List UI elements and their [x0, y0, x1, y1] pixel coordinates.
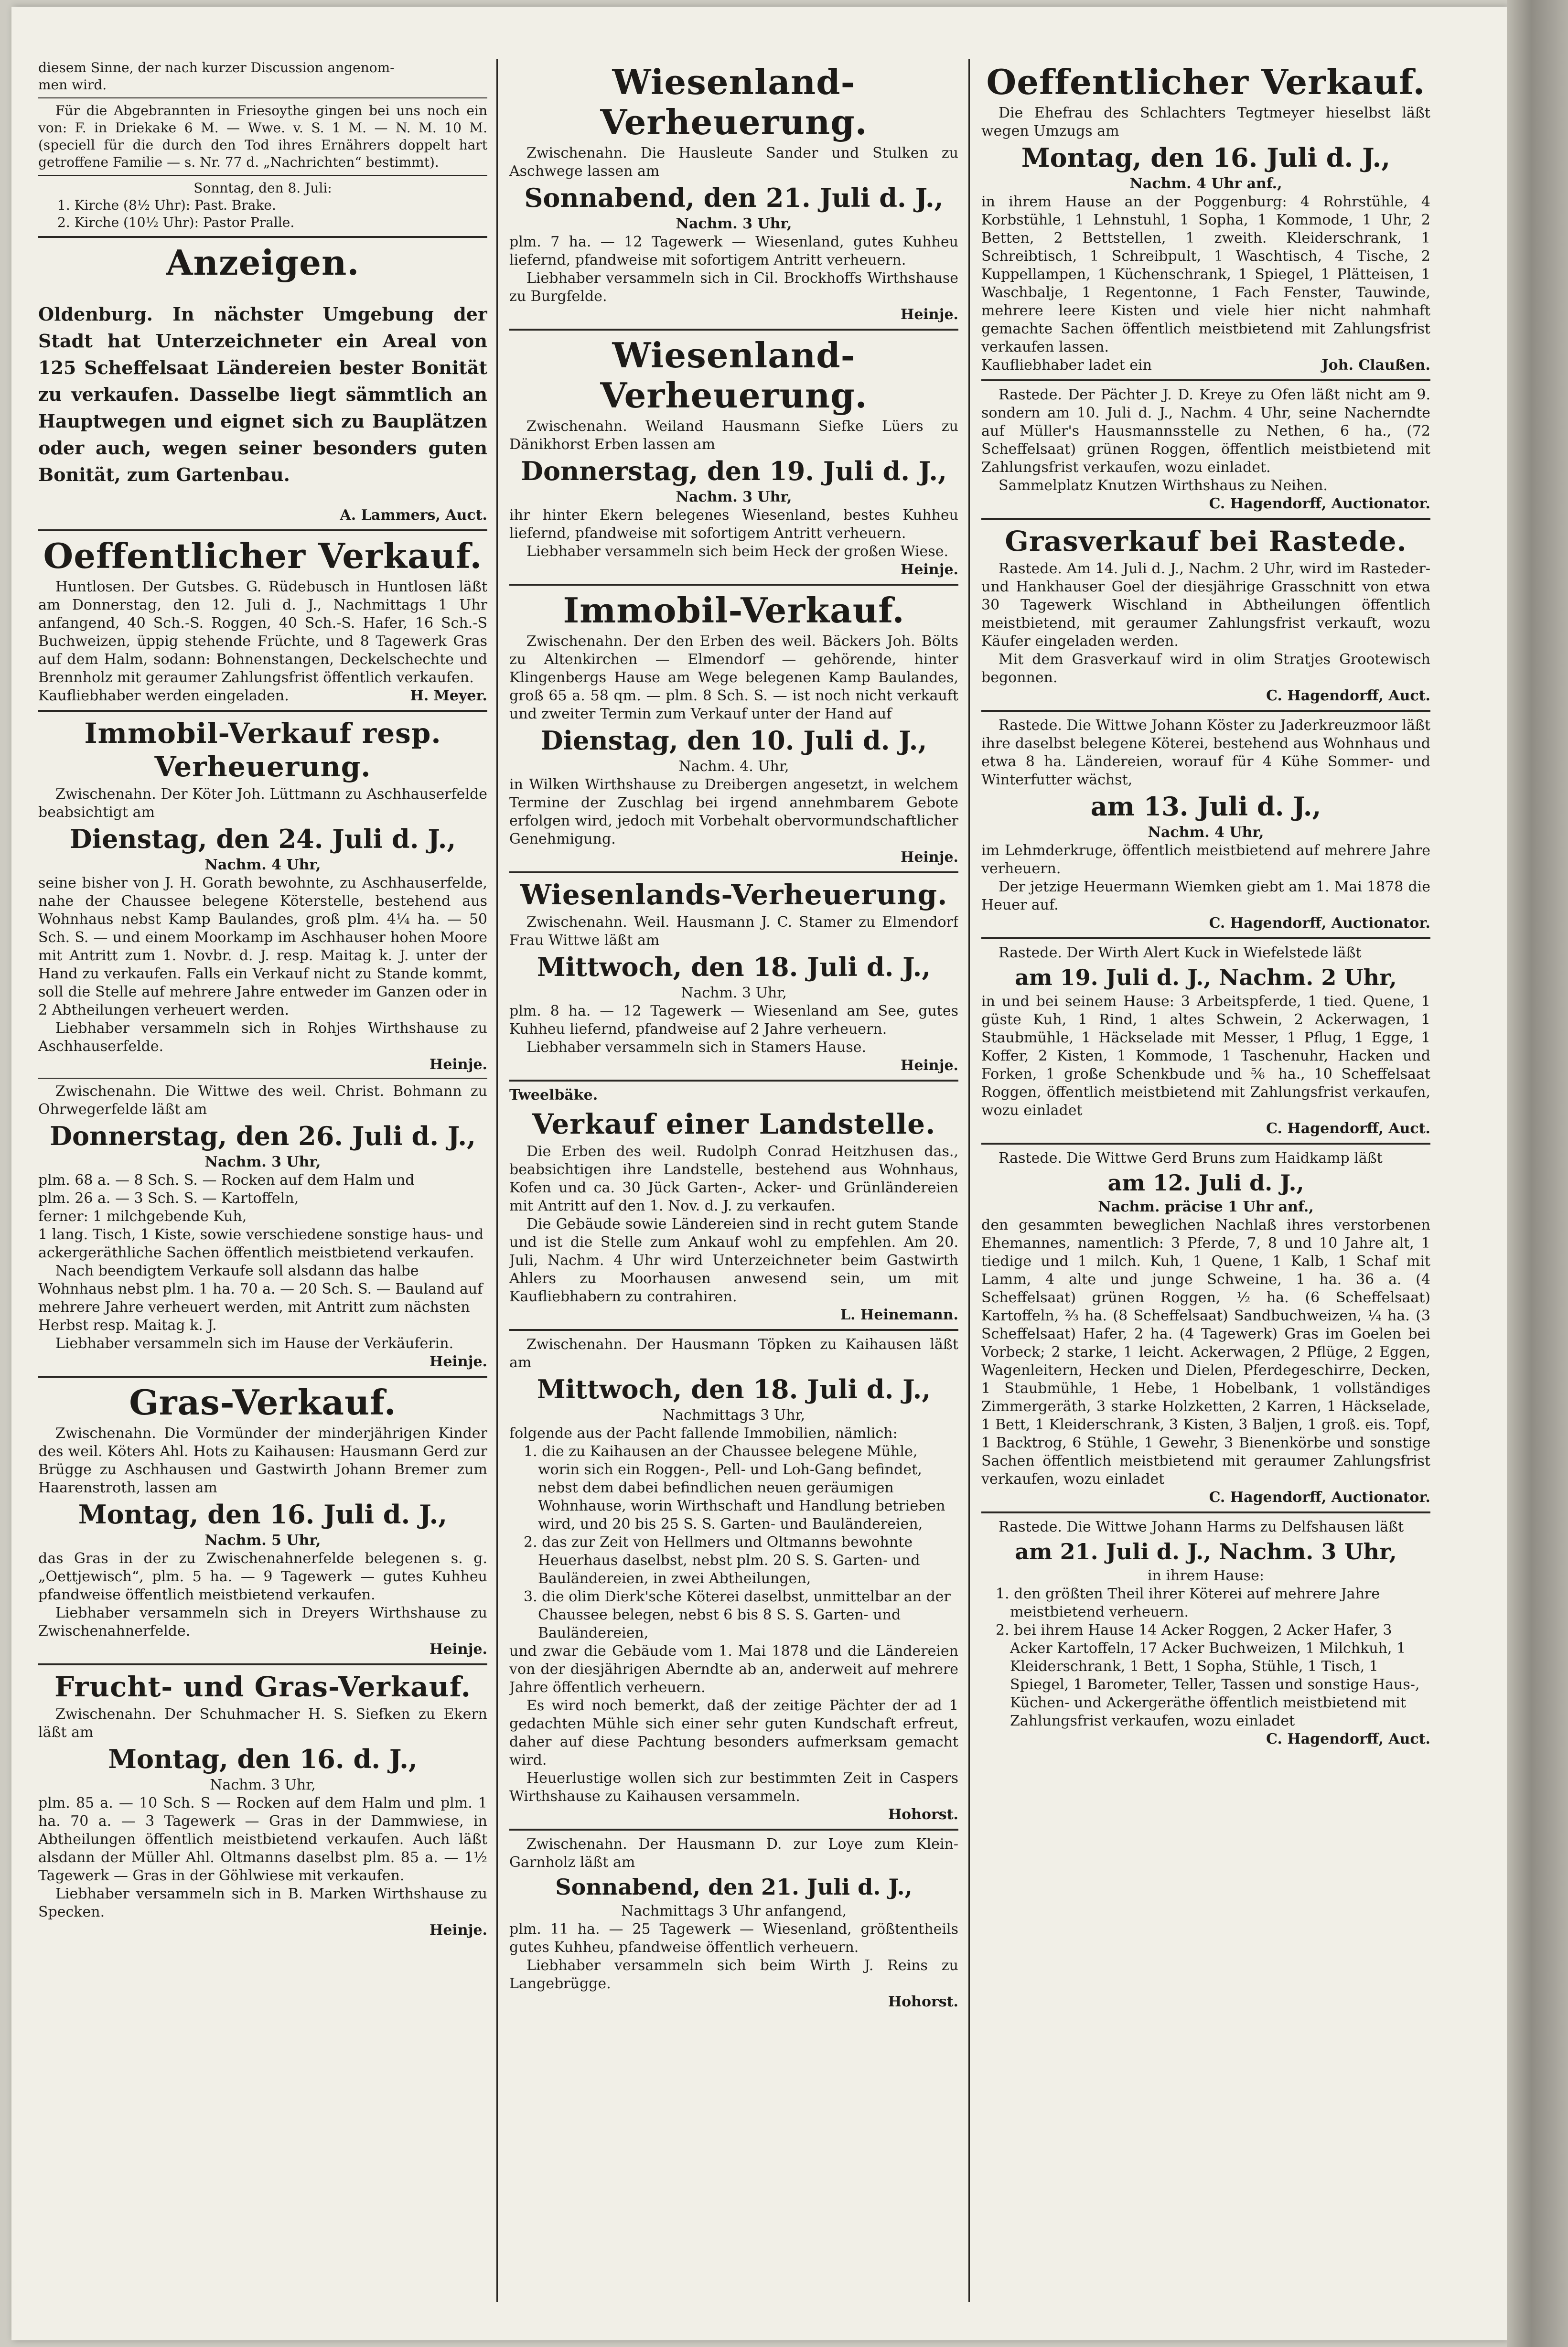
ad-date: Montag, den 16. Juli d. J., [78, 1499, 448, 1530]
ad-text: Zwischenahn. Der Schuhmacher H. S. Siefken zu Ekern läßt am [38, 1706, 487, 1741]
list-item: 1. die zu Kaihausen an der Chaussee belegene Mühle, worin sich ein Roggen-, Pell- und Loh-Gang befindet, nebst dem dabei befindlichen neuen geräumigen Wohnhause, worin Wirthschaft und Handlung betrieben wird, und 20 bis 25 S. S. Garten- und Bauländereien, [524, 1443, 945, 1533]
ad-text: Zwischenahn. Weiland Hausmann Siefke Lüers zu Dänikhorst Erben lassen am [509, 418, 958, 453]
lead-ad-signature: A. Lammers, Auct. [340, 507, 487, 524]
ad-footer: Kaufliebhaber ladet ein Joh. Claußen. [981, 357, 1430, 374]
divider [38, 1376, 487, 1378]
ad-footer: Liebhaber versammeln sich in Dreyers Wirthshause zu Zwischenahnerfelde. [38, 1605, 487, 1640]
ad-date: am 13. Juli d. J., [1090, 791, 1321, 822]
ad-date: Montag, den 16. Juli d. J., [1021, 142, 1391, 173]
ad-title: Gras-Verkauf. [129, 1382, 397, 1423]
ad-text: Zwischenahn. Die Hausleute Sander und Stulken zu Aschwege lassen am [509, 145, 958, 180]
ad-text: Rastede. Die Wittwe Johann Harms zu Delfshausen läßt [999, 1519, 1404, 1535]
ad-title: Immobil-Verkauf. [563, 590, 905, 631]
ad-text: Huntlosen. Der Gutsbes. G. Rüdebusch in Huntlosen läßt am Donnerstag, den 12. Juli d. J., Nachmittags 1 Uhr anfangend, 40 Sch.-S. Roggen, 40 Sch.-S. Hafer, 16 Sch.-S Buchweizen, üppig stehende Früchte, und 8 Tagewerk Gras auf dem Halm, sodann: Bohnenstangen, Deckelschechte und Brennholz mit geraumer Zahlungsfrist öffentlich verkaufen. [38, 579, 487, 686]
ad-text: Es wird noch bemerkt, daß der zeitige Pächter der ad 1 gedachten Mühle sich einer sehr guten Kundschaft erfreut, daher auf diese Pachtung besonders aufmerksam gemacht wird. [509, 1697, 958, 1768]
ad-time: Nachm. 3 Uhr, [676, 215, 792, 232]
list-item: 1. den größten Theil ihrer Köterei auf mehrere Jahre meistbietend verheuern. [996, 1586, 1380, 1620]
ad-text: in ihrem Hause: [1147, 1567, 1265, 1584]
ad-time: Nachm. 3 Uhr, [676, 489, 792, 505]
ad-text: Die Ehefrau des Schlachters Tegtmeyer hieselbst läßt wegen Umzugs am [981, 105, 1430, 139]
ad-date: Sonnabend, den 21. Juli d. J., [555, 1874, 913, 1900]
ad-footer: Mit dem Grasverkauf wird in olim Stratjes Grootewisch begonnen. [981, 651, 1430, 686]
ad-text: Zwischenahn. Der Hausmann Töpken zu Kaihausen läßt am [509, 1336, 958, 1371]
ad-date: Donnerstag, den 19. Juli d. J., [521, 456, 947, 486]
ad-text: Rastede. Der Pächter J. D. Kreye zu Ofen läßt nicht am 9. sondern am 10. Juli d. J., Nachm. 4 Uhr, seine Nacherndte auf Müller's Hausmannsstelle zu Nethen, 6 ha., (72 Scheffelsaat) grünen Roggen, öffentlich meistbietend mit Zahlungsfrist verkaufen, wozu einladet. [981, 386, 1430, 476]
divider [981, 710, 1430, 712]
ad-text: den gesammten beweglichen Nachlaß ihres verstorbenen Ehemannes, namentlich: 3 Pferde, 7, 8 und 10 Jahre alt, 1 tiedige und 1 milch. Kuh, 1 Quene, 1 Kalb, 1 Schaf mit Lamm, 4 alte und junge Schweine, 1 ha. 36 a. (4 Scheffelsaat) grünen Roggen, ½ ha. (6 Scheffelsaat) Kartoffeln, ⅔ ha. (8 Scheffelsaat) Sandbuchweizen, ¼ ha. (3 Scheffelsaat) Hafer, 2 ha. (4 Tagewerk) Gras im Goelen bei Vorbeck; 2 starke, 1 leicht. Ackerwagen, 2 Pflüge, 2 Eggen, Wagenleitern, Hecken und Dielen, Pferdegeschirre, Decken, 1 Staubmühle, 1 Hebe, 1 Hobelbank, 1 vollständiges Zimmergeräth, 3 starke Holzketten, 2 Karren, 1 Häckselade, 1 Bett, 1 Kleiderschrank, 3 Kisten, 3 Baljen, 1 groß. eis. Topf, 1 Backtrog, 6 Stühle, 1 Gewehr, 3 Bienenkörbe und sonstige Sachen öffentlich meistbietend mit geraumer Zahlungsfrist verkaufen, wozu einladet [981, 1217, 1430, 1488]
ad-text: folgende aus der Pacht fallende Immobilien, nämlich: [509, 1425, 898, 1442]
ad-time: Nachm. 4 Uhr, [204, 857, 321, 873]
ad-date: Sonnabend, den 21. Juli d. J., [524, 182, 944, 213]
ad-footer: Liebhaber versammeln sich beim Wirth J. Reins zu Langebrügge. [509, 1957, 958, 1992]
ad-title: Grasverkauf bei Rastede. [1005, 525, 1407, 557]
ad-list [524, 1443, 958, 1642]
column-rule [968, 59, 970, 2302]
ad-title: Frucht- und Gras-Verkauf. [54, 1671, 471, 1703]
ad-text: Zwischenahn. Der Hausmann D. zur Loye zum Klein-Garnholz läßt am [509, 1836, 958, 1871]
column-3 [981, 59, 1430, 2302]
divider [509, 1329, 958, 1331]
ad-signature: Hohorst. [888, 1993, 958, 2010]
ad-text: in ihrem Hause an der Poggenburg: 4 Rohrstühle, 4 Korbstühle, 1 Lehnstuhl, 1 Sopha, 1 Kommode, 1 Uhr, 2 Betten, 2 Bettstellen, 1 zweith. Kleiderschrank, 1 Schreibtisch, 1 Schreibpult, 1 Waschtisch, 4 Tische, 2 Kuppellampen, 1 Küchenschrank, 1 Spiegel, 1 Plätteisen, 1 Waschbalje, 1 Regentonne, 1 Fach Fenster, Tauwinde, mehrere leere Kisten und viele hier nicht nahmhaft gemachte Sachen öffentlich meistbietend mit Zahlungsfrist verkaufen lassen. [981, 193, 1430, 355]
ad-text: plm. 85 a. — 10 Sch. S — Rocken auf dem Halm und plm. 1 ha. 70 a. — 3 Tagewerk — Gras in der Dammwiese, in Abtheilungen öffentlich meistbietend verkaufen. Auch läßt alsdann der Müller Ahl. Oltmanns daselbst plm. 85 a. — 1½ Tagewerk — Gras in der Göhlwiese mit verkaufen. [38, 1795, 487, 1884]
ad-text: Rastede. Die Wittwe Johann Köster zu Jaderkreuzmoor läßt ihre daselbst belegene Köterei, bestehend aus Wohnhaus und etwa 8 ha. Ländereien, worauf für 4 Kühe Sommer- und Winterfutter wächst, [981, 717, 1430, 788]
ad-text: Rastede. Am 14. Juli d. J., Nachm. 2 Uhr, wird im Rasteder- und Hankhauser Goel der diesjährige Grasschnitt von etwa 30 Tagewerk Wischland in Abtheilungen öffentlich meistbietend, mit geraumer Zahlungsfrist verkauft, wozu Käufer eingeladen werden. [981, 560, 1430, 650]
ad-text: Rastede. Der Wirth Alert Kuck in Wiefelstede läßt [999, 944, 1362, 961]
church-schedule: Sonntag, den 8. Juli: 1. Kirche (8½ Uhr): Past. Brake. 2. Kirche (10½ Uhr): Pastor Pralle. [57, 180, 332, 230]
ad-signature: Heinje. [900, 561, 958, 578]
ad-signature: L. Heinemann. [840, 1307, 958, 1323]
ad-title: Wiesenland-Verheuerung. [600, 62, 868, 142]
ad-signature: Heinje. [429, 1922, 487, 1939]
ad-time: Nachm. 5 Uhr, [204, 1532, 321, 1549]
ad-text: Zwischenahn. Der den Erben des weil. Bäckers Joh. Bölts zu Altenkirchen — Elmendorf — gehörende, hinter Klingenbergs Hause am Wege belegenen Kamp Baulandes, groß 65 a. 58 qm. — plm. 8 Sch. S. — ist noch nicht verkauft und zweiter Termin zum Verkauf unter der Hand auf [509, 633, 958, 722]
ad-text: Zwischenahn. Weil. Hausmann J. C. Stamer zu Elmendorf Frau Wittwe läßt am [509, 914, 958, 949]
ad-title: Oeffentlicher Verkauf. [43, 536, 483, 576]
divider [509, 871, 958, 873]
ad-place: Tweelbäke. [509, 1087, 598, 1104]
ad-date: am 21. Juli d. J., Nachm. 3 Uhr, [1015, 1539, 1397, 1565]
list-item: 2. bei ihrem Hause 14 Acker Roggen, 2 Acker Hafer, 3 Acker Kartoffeln, 17 Acker Buchweizen, 1 Milchkuh, 1 Kleiderschrank, 1 Bett, 1 Sopha, Stühle, 1 Tisch, 1 Spiegel, 1 Barometer, Teller, Tassen und sonstige Haus-, Küchen- und Ackergeräthe öffentlich meistbietend mit Zahlungsfrist verkaufen, wozu einladet [996, 1622, 1420, 1729]
ad-text: in Wilken Wirthshause zu Dreibergen angesetzt, in welchem Termine der Zuschlag bei irgend annehmbarem Gebote erfolgen wird, jedoch mit Vorbehalt obervormundschaftlicher Genehmigung. [509, 776, 958, 847]
divider [509, 329, 958, 331]
ad-signature: Hohorst. [888, 1806, 958, 1823]
ad-footer: Liebhaber versammeln sich beim Heck der großen Wiese. [526, 543, 948, 560]
divider [509, 1829, 958, 1831]
ad-time: Nachm. 3 Uhr, [210, 1777, 316, 1793]
ad-date: Dienstag, den 10. Juli d. J., [540, 725, 927, 756]
section-title-anzeigen: Anzeigen. [166, 242, 360, 283]
ad-text: Die Erben des weil. Rudolph Conrad Heitzhusen das., beabsichtigen ihre Landstelle, bestehend aus Wohnhaus, Kofen und ca. 30 Jück Garten-, Acker- und Grünländereien mit Antritt auf den 1. Nov. d. J. zu verkaufen. [509, 1143, 958, 1214]
ad-signature: Heinje. [429, 1353, 487, 1370]
divider [509, 584, 958, 586]
ad-footer: Liebhaber versammeln sich im Hause der Verkäuferin. [55, 1335, 454, 1352]
ad-text: ihr hinter Ekern belegenes Wiesenland, bestes Kuhheu liefernd, pfandweise mit sofortigem Antritt verheuern. [509, 507, 958, 542]
list-item: 3. die olim Dierk'sche Köterei daselbst, unmittelbar an der Chaussee belegen, nebst 6 bis 8 S. S. Garten- und Bauländereien, [524, 1588, 951, 1641]
intro-text: diesem Sinne, der nach kurzer Discussion angenom- men wird. [38, 60, 395, 93]
ad-title: Wiesenlands-Verheuerung. [520, 879, 948, 911]
ad-text: plm. 7 ha. — 12 Tagewerk — Wiesenland, gutes Kuhheu liefernd, pfandweise mit sofortigem Antritt verheuern. [509, 234, 958, 268]
ad-footer: Sammelplatz Knutzen Wirthshaus zu Neihen. [999, 477, 1328, 494]
ad-text: Die Gebäude sowie Ländereien sind in recht gutem Stande und ist die Stelle zum Ankauf wohl zu empfehlen. Am 20. Juli, Nachm. 4 Uhr wird Unterzeichneter beim Gastwirth Ahlers zu Moorhausen anwesend sein, um mit Kaufliebhabern zu contrahiren. [509, 1216, 958, 1305]
ad-footer: Heuerlustige wollen sich zur bestimmten Zeit in Caspers Wirthshause zu Kaihausen versammeln. [509, 1770, 958, 1805]
divider [981, 1143, 1430, 1145]
ad-footer: Liebhaber versammeln sich in Rohjes Wirthshause zu Aschhauserfelde. [38, 1020, 487, 1055]
newspaper-page [11, 7, 1507, 2340]
ad-title: Oeffentlicher Verkauf. [986, 62, 1426, 102]
ad-time: Nachmittags 3 Uhr, [662, 1407, 805, 1424]
ad-date: am 12. Juli d. J., [1107, 1170, 1304, 1196]
ad-time: Nachm. 3 Uhr, [681, 985, 787, 1001]
divider [981, 937, 1430, 939]
ad-date: Mittwoch, den 18. Juli d. J., [537, 1374, 931, 1404]
ad-text: plm. 8 ha. — 12 Tagewerk — Wiesenland am See, gutes Kuhheu liefernd, pfandweise auf 2 Jahre verheuern. [509, 1003, 958, 1038]
ad-time: Nachm. präcise 1 Uhr anf., [1098, 1199, 1314, 1215]
divider [38, 1078, 487, 1079]
ad-text: und zwar die Gebäude vom 1. Mai 1878 und die Ländereien von der diesjährigen Aberndte ab an, anderweit auf mehrere Jahre öffentlich verheuern. [509, 1643, 958, 1696]
ad-signature: Heinje. [900, 306, 958, 323]
ad-footer: Liebhaber versammeln sich in Cil. Brockhoffs Wirthshause zu Burgfelde. [509, 270, 958, 305]
column-2 [509, 59, 958, 2302]
ad-signature: Heinje. [900, 849, 958, 866]
ad-title: Immobil-Verkauf resp. Verheuerung. [84, 717, 441, 783]
ad-date: Mittwoch, den 18. Juli d. J., [537, 952, 931, 982]
ad-text: das Gras in der zu Zwischenahnerfelde belegenen s. g. „Oettjewisch“, plm. 5 ha. — 9 Tagewerk — gutes Kuhheu pfandweise öffentlich meistbietend verkaufen. [38, 1550, 487, 1603]
divider [38, 1663, 487, 1665]
ad-signature: C. Hagendorff, Auct. [1266, 687, 1430, 704]
divider [38, 236, 487, 238]
ad-signature: C. Hagendorff, Auctionator. [1209, 1489, 1430, 1506]
ad-footer: Liebhaber versammeln sich in Stamers Hause. [526, 1039, 867, 1056]
ad-date: Donnerstag, den 26. Juli d. J., [50, 1121, 476, 1151]
divider [38, 710, 487, 712]
ad-text: Der jetzige Heuermann Wiemken giebt am 1. Mai 1878 die Heuer auf. [981, 879, 1430, 913]
ad-signature: Heinje. [900, 1057, 958, 1074]
ad-time: Nachm. 4 Uhr anf., [1129, 175, 1282, 192]
ad-title: Wiesenland-Verheuerung. [600, 335, 868, 416]
ad-signature: Heinje. [429, 1641, 487, 1658]
divider [981, 379, 1430, 381]
ad-text: Rastede. Die Wittwe Gerd Bruns zum Haidkamp läßt [999, 1150, 1383, 1167]
divider [38, 175, 487, 176]
ad-signature: C. Hagendorff, Auctionator. [1209, 495, 1430, 512]
ad-text: seine bisher von J. H. Gorath bewohnte, zu Aschhauserfelde, nahe der Chaussee belegene Köterstelle, bestehend aus Wohnhaus nebst Kamp Baulandes, groß plm. 4¼ ha. — 50 Sch. S. — und einem Moorkamp im Aschhauser hohen Moore mit Antritt zum 1. Novbr. d. J. resp. Maitag k. J. unter der Hand zu verkaufen. Falls ein Verkauf nicht zu Stande kommt, soll die Stelle auf mehrere Jahre entweder im Ganzen oder in 2 Abtheilungen verheuert werden. [38, 875, 487, 1018]
ad-time: Nachm. 4. Uhr, [678, 758, 789, 775]
ad-date: am 19. Juli d. J., Nachm. 2 Uhr, [1015, 965, 1397, 990]
ad-signature: C. Hagendorff, Auct. [1266, 1731, 1430, 1747]
ad-text: plm. 11 ha. — 25 Tagewerk — Wiesenland, größtentheils gutes Kuhheu, pfandweise öffentlich verheuern. [509, 1921, 958, 1956]
column-rule [496, 59, 498, 2302]
ad-time: Nachm. 4 Uhr, [1148, 824, 1264, 841]
page-edge [1507, 0, 1568, 2347]
ad-date: Montag, den 16. d. J., [108, 1744, 418, 1774]
ad-signature: Heinje. [429, 1056, 487, 1073]
ad-text: Zwischenahn. Die Vormünder der minderjährigen Kinder des weil. Köters Ahl. Hots zu Kaihausen: Hausmann Gerd zur Brügge zu Aschhausen und Gastwirth Johann Bremer zum Haarenstroth, lassen am [38, 1425, 487, 1496]
ad-text: in und bei seinem Hause: 3 Arbeitspferde, 1 tied. Quene, 1 güste Kuh, 1 Rind, 1 altes Schwein, 2 Ackerwagen, 1 Staubmühle, 1 Häckselade mit Messer, 1 Pflug, 1 Egge, 1 Koffer, 2 Kisten, 1 Kommode, 1 Taschenuhr, Hacken und Forken, 1 große Schenkbude und ⅚ ha., 10 Scheffelsaat Roggen, öffentlich meistbietend mit Zahlungsfrist verkaufen, wozu einladet [981, 993, 1430, 1119]
ad-text: Zwischenahn. Der Köter Joh. Lüttmann zu Aschhauserfelde beabsichtigt am [38, 786, 487, 821]
ad-date: Dienstag, den 24. Juli d. J., [69, 824, 456, 854]
ad-list [996, 1585, 1430, 1730]
ad-signature: C. Hagendorff, Auctionator. [1209, 915, 1430, 932]
ad-footer: Kaufliebhaber werden eingeladen. H. Meyer. [38, 687, 487, 704]
divider [38, 97, 487, 98]
ad-signature: C. Hagendorff, Auct. [1266, 1120, 1430, 1137]
ad-lines: plm. 68 a. — 8 Sch. S. — Rocken auf dem Halm und plm. 26 a. — 3 Sch. S. — Kartoffeln, ferner: 1 milchgebende Kuh, 1 lang. Tisch, 1 Kiste, sowie verschiedene sonstige haus- und ackergeräthliche Sachen öffentlich meistbietend verkaufen. Nach beendigtem Verkaufe soll alsdann das halbe Wohnhaus nebst plm. 1 ha. 70 a. — 20 Sch. S. — Bauland auf mehrere Jahre verheuert werden, mit Antritt zum nächsten Herbst resp. Maitag k. J. [38, 1172, 484, 1334]
ad-time: Nachmittags 3 Uhr anfangend, [621, 1903, 847, 1919]
list-item: 2. das zur Zeit von Hellmers und Oltmanns bewohnte Heuerhaus daselbst, nebst plm. 20 S. S. Garten- und Bauländereien, in zwei Abtheilungen, [524, 1534, 920, 1587]
ad-text: im Lehmderkruge, öffentlich meistbietend auf mehrere Jahre verheuern. [981, 842, 1430, 877]
lead-ad-text: Oldenburg. In nächster Umgebung der Stadt hat Unterzeichneter ein Areal von 125 Scheffelsaat Ländereien bester Bonität zu verkaufen. Dasselbe liegt sämmtlich an Hauptwegen und eignet sich zu Bauplätzen oder auch, wegen seiner besonders guten Bonität, zum Gartenbau. [38, 303, 487, 485]
divider [38, 529, 487, 531]
donation-notice: Für die Abgebrannten in Friesoythe gingen bei uns noch ein von: F. in Driekake 6 M. — Wwe. v. S. 1 M. — N. M. 10 M. (speciell für die durch den Tod ihres Ernährers doppelt hart getroffene Familie — s. Nr. 77 d. „Nachrichten“ bestimmt). [38, 103, 487, 170]
divider [509, 1080, 958, 1082]
ad-title: Verkauf einer Landstelle. [532, 1108, 936, 1140]
divider [981, 1511, 1430, 1513]
divider [981, 518, 1430, 520]
ad-time: Nachm. 3 Uhr, [204, 1154, 321, 1170]
ad-footer: Liebhaber versammeln sich in B. Marken Wirthshause zu Specken. [38, 1886, 487, 1920]
column-1 [38, 59, 487, 2302]
ad-text: Zwischenahn. Die Wittwe des weil. Christ. Bohmann zu Ohrwegerfelde läßt am [38, 1083, 487, 1118]
